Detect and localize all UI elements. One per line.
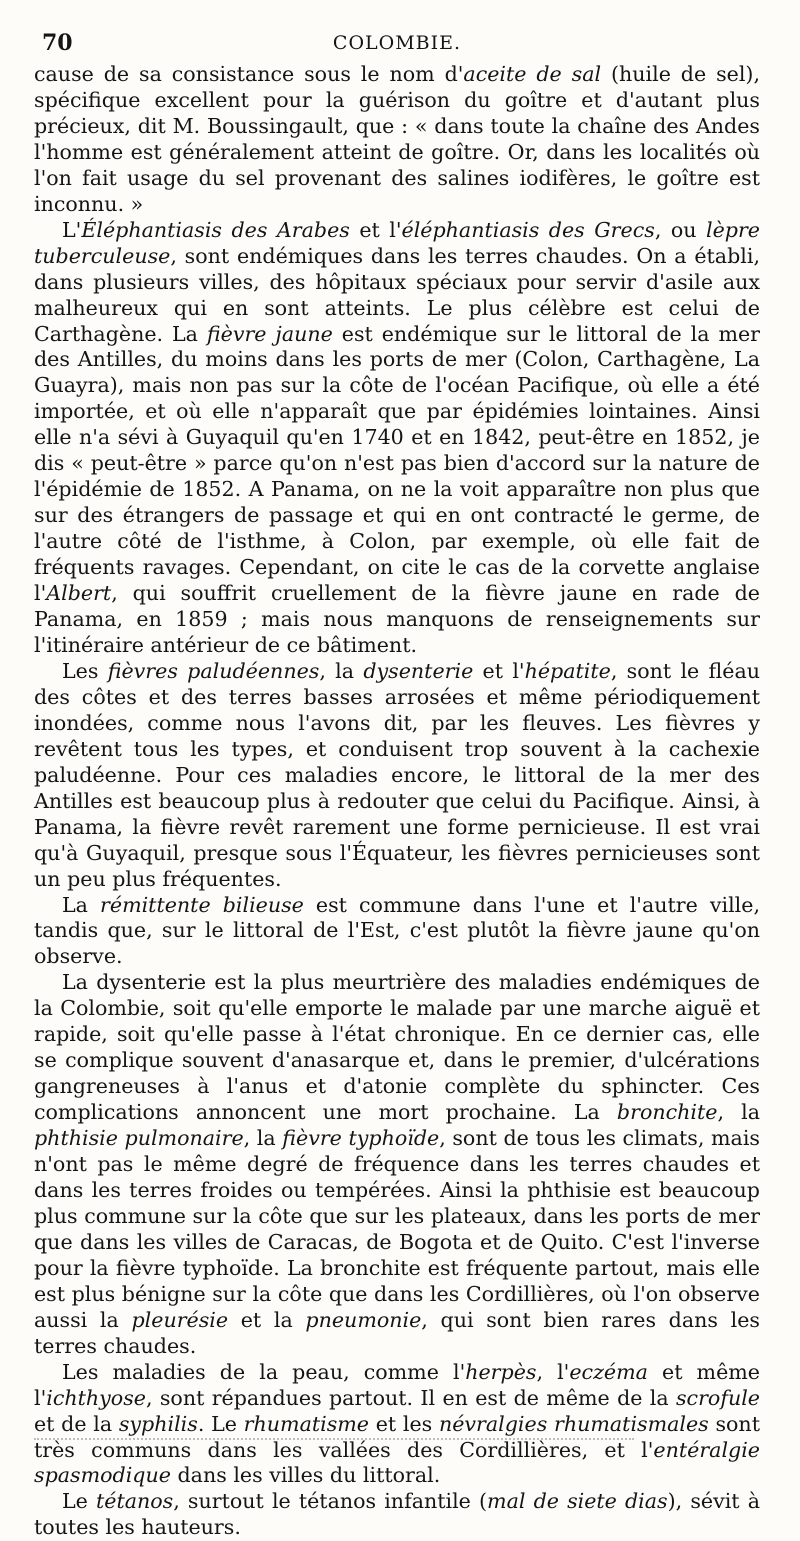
text-run: , ou [654,217,706,242]
italic-term: Albert [46,581,112,606]
text-run: , surtout le tétanos infantile ( [173,1489,488,1514]
paragraph [34,893,760,971]
text-run: et les [369,1411,439,1436]
paragraph [34,218,760,659]
text-run: , l' [536,1359,570,1384]
text-run: sont très communs dans les vallées des Cordillières, et l' [34,1411,760,1462]
text-run: , sont le fléau des côtes et des terres basses arrosées et même périodiquement inondées, comme nous l'avons dit, par les fleuves. Les fièvres y revêtent tous les types, et conduisent trop souvent à la cachexie paludéenne. Pour ces maladies encore, le littoral de la mer des Antilles est beaucoup plus à redouter que celui du Pacifique. Ainsi, à Panama, la fièvre revêt rarement une forme pernicieuse. Il est vrai qu'à Guyaquil, presque sous l'Équateur, les fièvres pernicieuses sont un peu plus fréquentes. [34,658,760,891]
book-page [34,22,760,1541]
italic-term: fièvre typhoïde [282,1126,440,1151]
paragraph [34,1360,760,1490]
paragraph [34,970,760,1359]
text-run: et l' [473,658,525,683]
text-run: , qui souffrit cruellement de la fièvre jaune en rade de Panama, en 1859 ; mais nous manquons de renseignements sur l'itinéraire antérieur de ce bâtiment. [34,581,760,657]
text-run: dans les villes du littoral. [170,1463,441,1488]
text-run: est endémique sur le littoral de la mer des Antilles, du moins dans les ports de mer (Colon, Carthagène, La Guayra), mais non pas sur la côte de l'océan Pacifique, où elle a été importée, et où elle n'apparaît que par épidémies lointaines. Ainsi elle n'a sévi à Guyaquil qu'en 1740 et en 1842, peut-être en 1852, je dis « peut-être » parce qu'on n'est pas bien d'accord sur la nature de l'épidémie de 1852. A Panama, on ne la voit apparaître non plus que sur des étrangers de passage et qui en ont contracté le germe, de l'autre côté de l'isthme, à Colon, par exemple, où elle fait de fréquents ravages. Cependant, on cite le cas de la corvette anglaise l' [34,321,761,606]
italic-term: phthisie pulmonaire [34,1126,244,1151]
italic-term: éléphantiasis des Grecs [401,217,655,242]
page-header [34,22,760,62]
text-run: , sont répandues partout. Il en est de même de la [145,1385,676,1410]
italic-term: bronchite [616,1100,718,1125]
italic-term: rhumatisme [243,1411,369,1436]
text-run: ), sévit à toutes les hauteurs. [34,1489,760,1540]
text-run: Les [62,658,108,683]
italic-term: tétanos [96,1489,174,1514]
text-run: cause de sa consistance sous le nom d' [34,62,464,86]
text-run: et la [228,1307,306,1332]
footer-dotted-rule [34,1438,634,1440]
text-run: . Le [197,1411,244,1436]
text-run: , sont endémiques dans les terres chaudes. On a établi, dans plusieurs villes, des hôpitaux spéciaux pour servir d'asile aux malheureux qui en sont atteints. Le plus célèbre est celui de Carthagène. La [34,243,760,346]
text-run: , la [319,658,364,683]
italic-term: rémittente bilieuse [100,892,304,917]
text-run: (huile de sel), spécifique excellent pour la guérison du goître et d'autant plus précieux, dit M. Boussingault, que : « dans toute la chaîne des Andes l'homme est généralement atteint de goître. Or, dans les localités où l'on fait usage du sel provenant des salines iodifères, le goître est inconnu. » [34,62,760,216]
text-run: et l' [349,217,402,242]
text-run: Le [62,1489,96,1514]
italic-term: pneumonie [305,1307,422,1332]
paragraph [34,659,760,893]
italic-term: fièvres paludéennes [107,658,320,683]
text-run: est commune dans l'une et l'autre ville, tandis que, sur le littoral de l'Est, c'est plutôt la fièvre jaune qu'on observe. [34,892,761,969]
italic-term: névralgies rhumatismales [438,1411,709,1436]
italic-term: ichthyose [46,1385,146,1410]
text-run: et même l' [34,1359,760,1410]
text-run: Les maladies de la peau, comme l' [62,1359,466,1384]
text-run: , la [243,1126,283,1151]
italic-term: lèpre tuberculeuse [34,217,760,268]
running-title: COLOMBIE. [332,32,462,54]
italic-term: pleurésie [131,1307,229,1332]
italic-term: Éléphantiasis des Arabes [81,217,350,242]
italic-term: hépatite [524,658,611,683]
italic-term: eczéma [569,1359,648,1384]
text-run: , sont de tous les climats, mais n'ont pas le même degré de fréquence dans les terres chaudes et dans les terres froides ou tempérées. Ainsi la phthisie est beaucoup plus commune sur la côte que sur les plateaux, dans les ports de mer que dans les villes de Caracas, de Bogota et de Quito. C'est l'inverse pour la fièvre typhoïde. La bronchite est fréquente partout, mais elle est plus bénigne sur la côte que dans les Cordillières, où l'on observe aussi la [34,1126,760,1332]
italic-term: dysenterie [363,658,474,683]
paragraph [34,1489,760,1541]
italic-term: scrofule [675,1385,760,1410]
italic-term: entéralgie spasmodique [34,1437,760,1488]
text-run: et de la [34,1411,119,1436]
body-text [34,62,760,1541]
paragraph [34,62,760,218]
text-run: , la [717,1100,760,1125]
italic-term: herpès [465,1359,537,1384]
italic-term: aceite de sal [463,62,602,86]
text-run: , qui sont bien rares dans les terres chaudes. [34,1307,760,1358]
text-run: L' [62,217,82,242]
italic-term: syphilis [118,1411,198,1436]
text-run: La [62,892,101,917]
text-run: La dysenterie est la plus meurtrière des maladies endémiques de la Colombie, soit qu'elle emporte le malade par une marche aiguë et rapide, soit qu'elle passe à l'état chronique. En ce dernier cas, elle se complique souvent d'anasarque et, dans le premier, d'ulcérations gangreneuses à l'anus et d'atonie complète du sphincter. Ces complications annoncent une mort prochaine. La [34,970,760,1125]
italic-term: fièvre jaune [206,321,333,346]
page-number: 70 [42,30,73,56]
italic-term: mal de siete dias [487,1489,668,1514]
